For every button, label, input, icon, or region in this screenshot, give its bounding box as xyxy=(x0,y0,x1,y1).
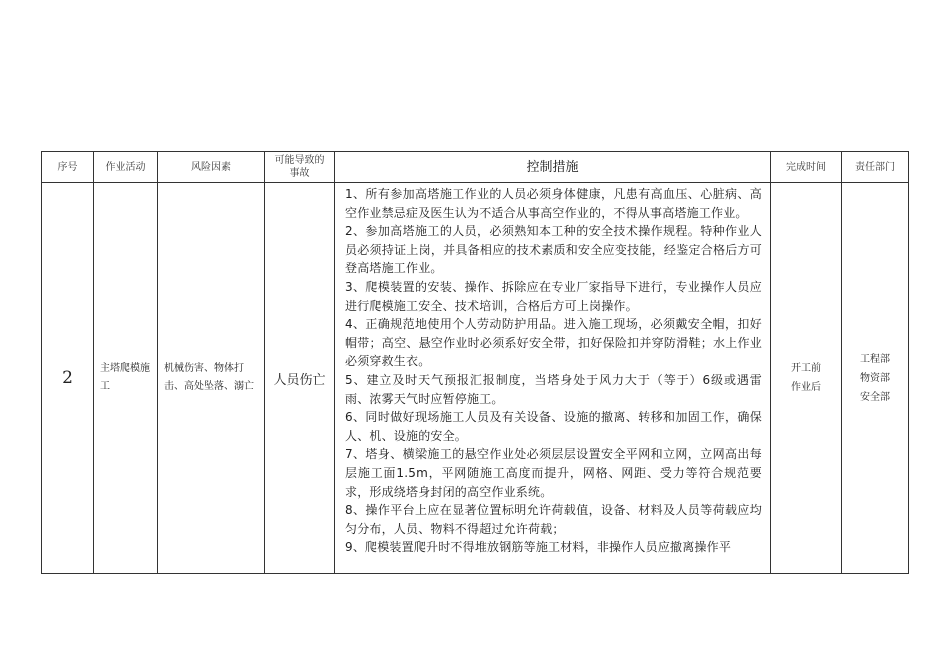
dept-item: 工程部 xyxy=(860,353,890,365)
measure-9: 9、爬模装置爬升时不得堆放钢筋等施工材料，非操作人员应撤离操作平 xyxy=(345,540,732,555)
dept-item: 物资部 xyxy=(860,372,890,384)
header-activity: 作业活动 xyxy=(94,152,158,183)
table-header-row xyxy=(42,152,909,183)
row-risk-factors: 机械伤害、物体打击、高处坠落、溺亡 xyxy=(158,183,265,574)
row-accident: 人员伤亡 xyxy=(265,183,335,574)
row-control-measures xyxy=(335,183,771,574)
row-number: 2 xyxy=(42,183,94,574)
header-risk: 风险因素 xyxy=(158,152,265,183)
risk-control-table xyxy=(41,151,909,574)
header-control: 控制措施 xyxy=(335,152,771,183)
measure-2: 2、参加高塔施工的人员，必须熟知本工种的安全技术操作规程。特种作业人员必须持证上岗，并具备相应的技术素质和安全应变技能，经鉴定合格后方可登高塔施工作业。 xyxy=(345,224,762,276)
dept-item: 安全部 xyxy=(860,391,890,403)
row-responsible-dept xyxy=(842,183,909,574)
measure-4: 4、正确规范地使用个人劳动防护用品。进入施工现场，必须戴安全帽，扣好帽带；高空、悬空作业时必须系好安全带，扣好保险扣并穿防滑鞋；水上作业必须穿救生衣。 xyxy=(345,317,762,369)
header-time: 完成时间 xyxy=(771,152,842,183)
header-accident: 可能导致的事故 xyxy=(265,152,335,183)
measure-5: 5、建立及时天气预报汇报制度，当塔身处于风力大于（等于）6级或遇雷雨、浓雾天气时应暂停施工。 xyxy=(345,372,762,406)
header-num: 序号 xyxy=(42,152,94,183)
measure-7: 7、塔身、横梁施工的悬空作业处必须层层设置安全平网和立网，立网高出每层施工面1.5m，平网随施工高度而提升，网格、网距、受力等符合规范要求，形成绕塔身封闭的高空作业系统。 xyxy=(345,447,762,499)
table-row xyxy=(42,183,909,574)
time-item: 作业后 xyxy=(791,382,821,393)
measure-3: 3、爬模装置的安装、操作、拆除应在专业厂家指导下进行，专业操作人员应进行爬模施工安全、技术培训，合格后方可上岗操作。 xyxy=(345,279,762,313)
row-activity: 主塔爬模施工 xyxy=(94,183,158,574)
time-item: 开工前 xyxy=(791,363,821,374)
header-dept: 责任部门 xyxy=(842,152,909,183)
measure-8: 8、操作平台上应在显著位置标明允许荷载值，设备、材料及人员等荷载应均匀分布，人员、物料不得超过允许荷载； xyxy=(345,503,762,536)
measure-1: 1、所有参加高塔施工作业的人员必须身体健康，凡患有高血压、心脏病、高空作业禁忌症及医生认为不适合从事高空作业的，不得从事高塔施工作业。 xyxy=(345,187,762,220)
measure-6: 6、同时做好现场施工人员及有关设备、设施的撤离、转移和加固工作，确保人、机、设施的安全。 xyxy=(345,410,762,443)
row-completion-time xyxy=(771,183,842,574)
